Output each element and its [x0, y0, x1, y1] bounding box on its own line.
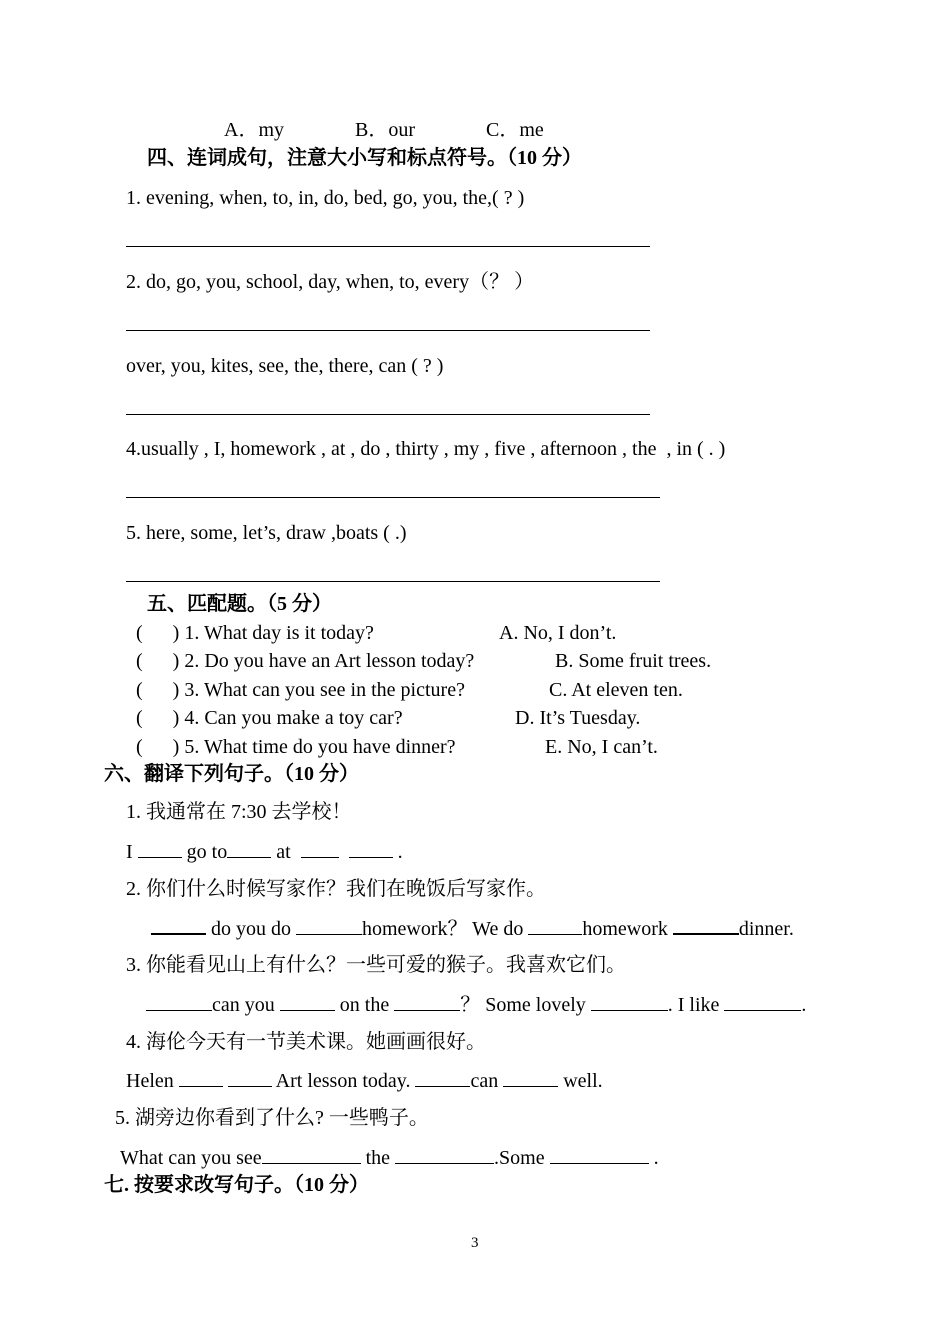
match-answer: B. Some fruit trees.	[555, 650, 712, 672]
text: at	[271, 841, 296, 863]
text: homework	[582, 918, 673, 940]
text: on the	[334, 994, 395, 1016]
text	[339, 841, 344, 863]
s6-q5: 5. 湖旁边你看到了什么? 一些鸭子。	[115, 1107, 429, 1129]
s4-item-4: 4.usually , I, homework , at , do , thirty , my , five , afternoon , the , in ( . )	[126, 438, 726, 460]
text: .	[801, 994, 807, 1016]
s6-a4	[126, 1068, 603, 1093]
s6-q4: 4. 海伦今天有一节美术课。她画画很好。	[126, 1031, 486, 1053]
match-answer: D. It’s Tuesday.	[515, 707, 641, 729]
text: . I like	[667, 994, 725, 1016]
match-question: ( ) 2. Do you have an Art lesson today?	[136, 650, 475, 672]
blank[interactable]	[301, 839, 339, 858]
answer-line[interactable]	[126, 581, 660, 582]
s4-item-5: 5. here, some, let’s, draw ,boats ( .)	[126, 522, 407, 544]
blank[interactable]	[550, 1145, 649, 1164]
match-answer: E. No, I can’t.	[545, 736, 658, 758]
blank[interactable]	[262, 1145, 361, 1164]
s6-a5	[120, 1145, 659, 1170]
blank[interactable]	[151, 915, 206, 935]
s4-item-1: 1. evening, when, to, in, do, bed, go, you, the,( ? )	[126, 187, 525, 209]
blank[interactable]	[528, 916, 582, 935]
match-question: ( ) 1. What day is it today?	[136, 622, 374, 644]
blank[interactable]	[228, 1068, 272, 1087]
text: Art lesson today.	[271, 1070, 416, 1092]
text: dinner.	[738, 918, 794, 940]
blank[interactable]	[349, 839, 393, 858]
match-answer: A. No, I don’t.	[499, 622, 617, 644]
text: .	[392, 841, 403, 863]
match-answer: C. At eleven ten.	[549, 679, 683, 701]
blank[interactable]	[395, 1145, 494, 1164]
blank[interactable]	[415, 1068, 470, 1087]
text: homework？ We do	[362, 918, 529, 940]
blank[interactable]	[227, 839, 271, 858]
answer-line[interactable]	[126, 497, 660, 498]
blank[interactable]	[179, 1068, 223, 1087]
text: .	[648, 1147, 659, 1169]
s6-q2: 2. 你们什么时候写家作？我们在晚饭后写家作。	[126, 878, 546, 900]
text: What can you see	[120, 1147, 262, 1169]
blank[interactable]	[591, 992, 668, 1011]
s6-a3	[146, 992, 806, 1017]
section5-heading: 五、匹配题。（5 分）	[147, 593, 332, 615]
section4-heading: 四、连词成句，注意大小写和标点符号。（10 分）	[147, 147, 582, 169]
blank[interactable]	[673, 915, 739, 935]
option-c: C．me	[486, 119, 544, 141]
text: .Some	[494, 1147, 550, 1169]
blank[interactable]	[280, 992, 335, 1011]
blank[interactable]	[724, 992, 801, 1011]
text: can	[470, 1070, 504, 1092]
text: Helen	[126, 1070, 179, 1092]
option-b: B．our	[355, 119, 415, 141]
blank[interactable]	[503, 1068, 558, 1087]
s6-a2	[151, 915, 794, 941]
text: go to	[181, 841, 228, 863]
s6-q1: 1. 我通常在 7:30 去学校！	[126, 801, 352, 823]
text: do you do	[206, 918, 296, 940]
section6-heading: 六、翻译下列句子。（10 分）	[104, 763, 359, 785]
s4-item-3: over, you, kites, see, the, there, can ( ? )	[126, 355, 444, 377]
answer-line[interactable]	[126, 330, 650, 331]
text: ？ Some lovely	[460, 994, 591, 1016]
match-question: ( ) 5. What time do you have dinner?	[136, 736, 456, 758]
text: the	[360, 1147, 396, 1169]
answer-line[interactable]	[126, 414, 650, 415]
page-number: 3	[471, 1235, 479, 1251]
blank[interactable]	[138, 839, 182, 858]
s4-item-2: 2. do, go, you, school, day, when, to, every（？ ）	[126, 271, 535, 293]
blank[interactable]	[394, 992, 460, 1011]
match-question: ( ) 3. What can you see in the picture?	[136, 679, 465, 701]
option-a: A．my	[224, 119, 284, 141]
text: can you	[212, 994, 280, 1016]
match-question: ( ) 4. Can you make a toy car?	[136, 707, 403, 729]
s6-a1	[126, 839, 403, 864]
text: I	[126, 841, 138, 863]
answer-line[interactable]	[126, 246, 650, 247]
blank[interactable]	[146, 992, 212, 1011]
text: well.	[558, 1070, 603, 1092]
s6-q3: 3. 你能看见山上有什么？一些可爱的猴子。我喜欢它们。	[126, 954, 626, 976]
section7-heading: 七. 按要求改写句子。（10 分）	[104, 1174, 369, 1196]
blank[interactable]	[296, 916, 362, 935]
